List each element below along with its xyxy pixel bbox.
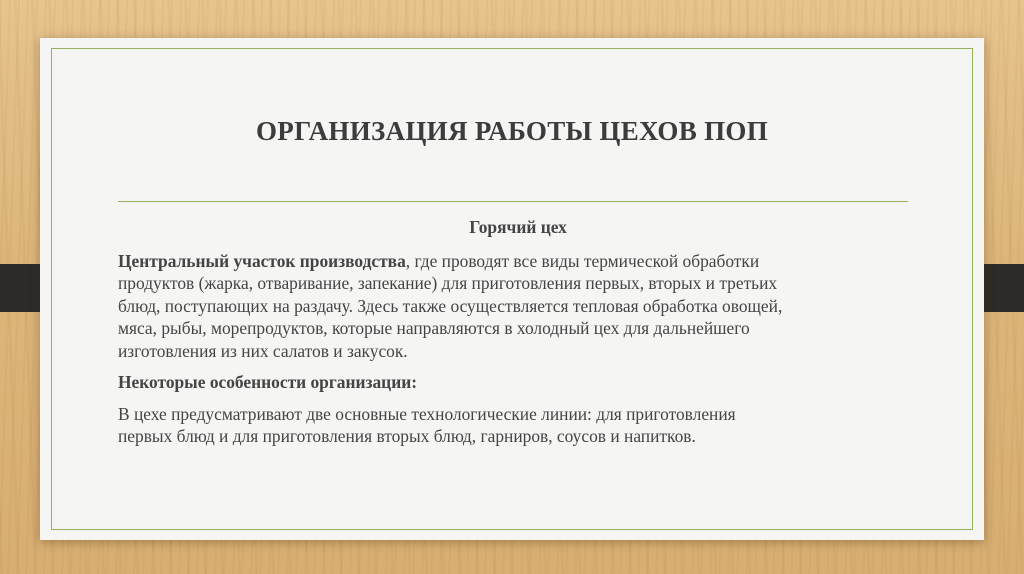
paragraph-line: продуктов (жарка, отваривание, запекание) для приготовления первых, вторых и третьих: [118, 273, 778, 293]
paragraph-features: [118, 403, 918, 448]
paragraph-line: [118, 250, 918, 273]
title-divider: [118, 201, 908, 202]
features-heading: Некоторые особенности организации:: [118, 372, 418, 392]
section-subtitle: Горячий цех: [469, 217, 567, 237]
line1-rest: , где проводят все виды термической обработки: [405, 250, 760, 271]
paragraph-description: [118, 250, 918, 363]
paragraph-line: изготовления из них салатов и закусок.: [118, 340, 408, 361]
paragraph-line: первых блюд и для приготовления вторых блюд, гарниров, соусов и напитков.: [118, 426, 696, 446]
paragraph-line: блюд, поступающих на раздачу. Здесь также осуществляется тепловая обработка овощей,: [118, 295, 783, 316]
slide-title: ОРГАНИЗАЦИЯ РАБОТЫ ЦЕХОВ ПОП: [255, 116, 768, 146]
bold-lead: Центральный участок производства: [118, 250, 406, 271]
paragraph-line: мяса, рыбы, морепродуктов, которые направляются в холодный цех для дальнейшего: [118, 318, 750, 338]
paragraph-line: В цехе предусматривают две основные технологические линии: для приготовления: [118, 403, 736, 424]
slide-content: [118, 216, 918, 457]
